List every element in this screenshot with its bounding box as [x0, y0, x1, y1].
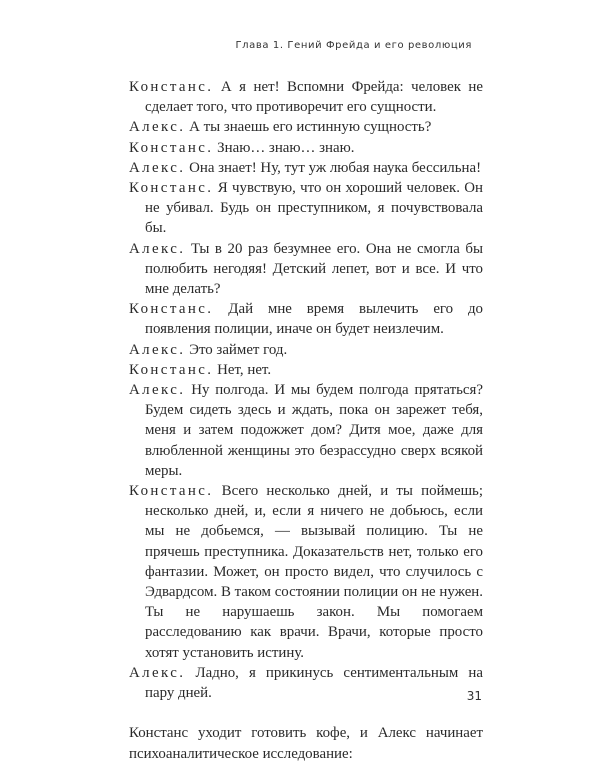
line-text: Нет, нет.: [217, 361, 272, 378]
page-number: 31: [466, 689, 482, 703]
dialogue-line: [129, 158, 483, 178]
running-header: Глава 1. Гений Фрейда и его революция: [235, 40, 472, 51]
dialogue-line: [129, 663, 483, 703]
line-text: Это займет год.: [189, 341, 288, 358]
dialogue-line: [129, 77, 483, 117]
line-text: Я чувствую, что он хороший человек. Он не убивал. Будь он преступником, я почувствовала бы.: [145, 180, 483, 237]
dialogue-line: [129, 360, 483, 380]
line-text: А я нет! Вспомни Фрейда: человек не сделает того, что противоречит его сущности.: [145, 79, 483, 116]
page-body: [129, 77, 483, 764]
speaker-name: Констанс.: [129, 483, 214, 500]
speaker-name: Алекс.: [129, 159, 186, 176]
speaker-name: Констанс.: [129, 361, 214, 378]
speaker-name: Констанс.: [129, 301, 214, 318]
dialogue-line: [129, 380, 483, 481]
line-text: Дай мне время вылечить его до появления полиции, иначе он будет неизлечим.: [145, 301, 483, 338]
dialogue-line: [129, 299, 483, 339]
speaker-name: Алекс.: [129, 382, 186, 399]
speaker-name: Алекс.: [129, 240, 186, 257]
dialogue-line: [129, 138, 483, 158]
line-text: Ну полгода. И мы будем полгода прятаться? Будем сидеть здесь и ждать, пока он зарежет тебя, меня и затем подожжет дом? Дитя мое, даже для влюбленной женщины это безрассудно сверх всякой меры.: [145, 382, 483, 479]
speaker-name: Констанс.: [129, 139, 214, 156]
speaker-name: Алекс.: [129, 119, 186, 136]
dialogue-line: [129, 481, 483, 663]
speaker-name: Алекс.: [129, 664, 186, 681]
dialogue-line: [129, 239, 483, 300]
dialogue-line: [129, 117, 483, 137]
dialogue-line: [129, 178, 483, 239]
stage-direction: Констанс уходит готовить кофе, и Алекс начинает психоаналитическое исследование:: [129, 725, 483, 762]
speaker-name: Констанс.: [129, 79, 214, 95]
line-text: Знаю… знаю… знаю.: [217, 139, 355, 156]
dialogue-line: [129, 340, 483, 360]
line-text: Ладно, я прикинусь сентиментальным на пару дней.: [145, 664, 483, 702]
line-text: Ты в 20 раз безумнее его. Она не смогла бы полюбить негодяя! Детский лепет, вот и все. И что мне делать?: [145, 240, 483, 298]
speaker-name: Констанс.: [129, 180, 214, 197]
speaker-name: Алекс.: [129, 341, 186, 358]
line-text: А ты знаешь его истинную сущность?: [189, 119, 432, 136]
line-text: Всего несколько дней, и ты поймешь; несколько дней, и, если я ничего не добьюсь, если мы не добьемся, — вызывай полицию. Ты не прячешь преступника. Доказательств нет, только его фантазии. Может, он просто видел, что случилось с Эдвардсом. В таком состоянии полиции он не нужен. Ты не нарушаешь закон. Мы помогаем расследованию как врачи. Врачи, которые просто хотят установить истину.: [145, 483, 483, 661]
line-text: Она знает! Ну, тут уж любая наука бессильна!: [189, 159, 482, 176]
